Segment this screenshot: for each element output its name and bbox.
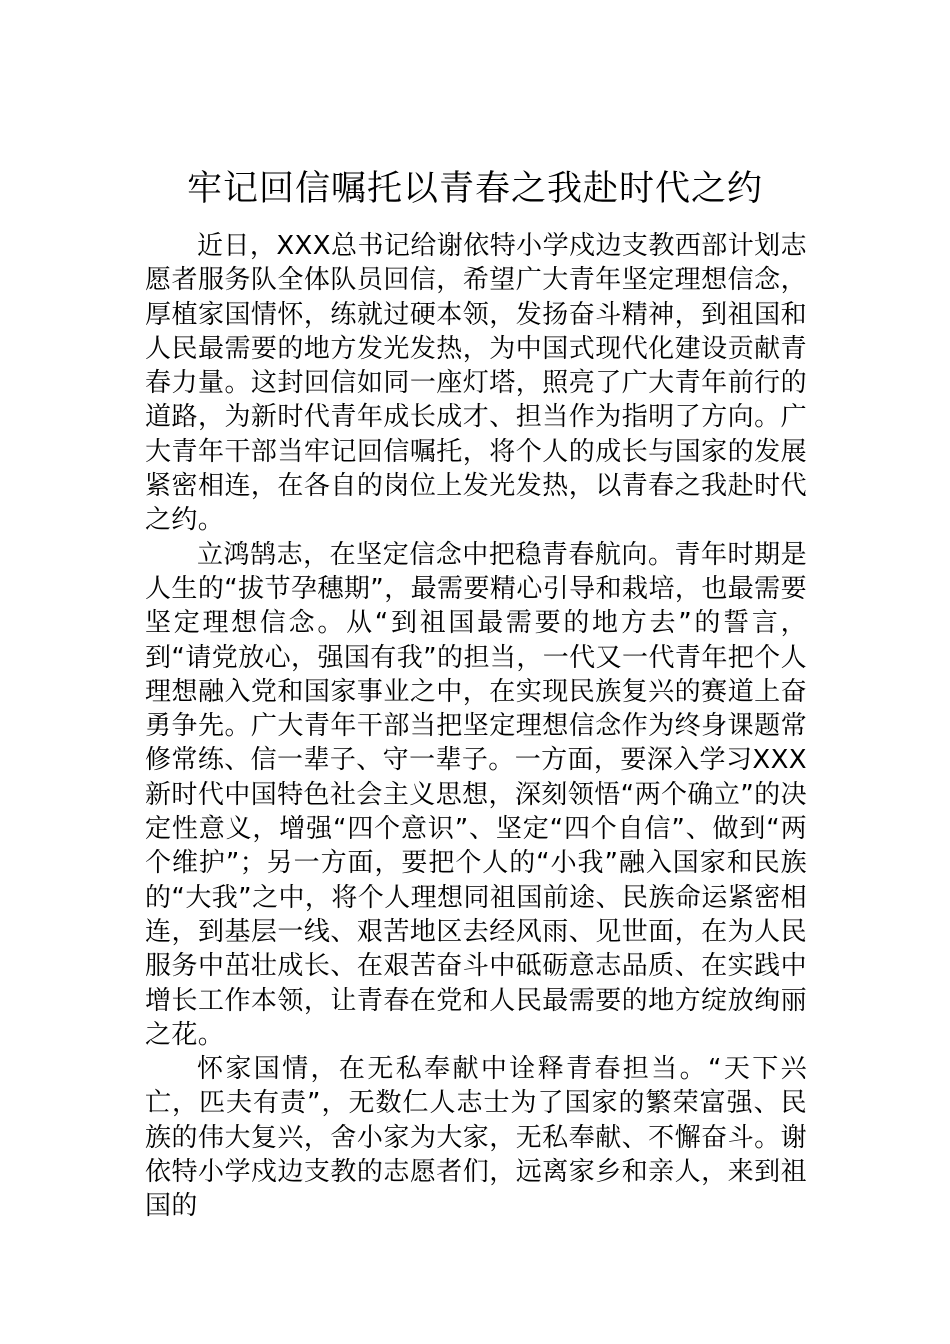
paragraph-ideals: 立鸿鹄志，在坚定信念中把稳青春航向。青年时期是人生的“拔节孕穗期”，最需要精心引导和栽培，也最需要坚定理想信念。从“到祖国最需要的地方去”的誓言，到“请党放心，强国有我”的担当，一代又一代青年把个人理想融入党和国家事业之中，在实现民族复兴的赛道上奋勇争先。广大青年干部当把坚定理想信念作为终身课题常修常练、信一辈子、守一辈子。一方面，要深入学习XXX新时代中国特色社会主义思想，深刻领悟“两个确立”的决定性意义，增强“四个意识”、坚定“四个自信”、做到“两个维护”；另一方面，要把个人的“小我”融入国家和民族的“大我”之中，将个人理想同祖国前途、民族命运紧密相连，到基层一线、艰苦地区去经风雨、见世面，在为人民服务中茁壮成长、在艰苦奋斗中砥砺意志品质、在实践中增长工作本领，让青春在党和人民最需要的地方绽放绚丽之花。 <box>145 539 807 1050</box>
document-body <box>145 229 807 1224</box>
paragraph-patriotism: 怀家国情，在无私奉献中诠释青春担当。“天下兴亡，匹夫有责”，无数仁人志士为了国家的繁荣富强、民族的伟大复兴，舍小家为大家，无私奉献、不懈奋斗。谢依特小学戍边支教的志愿者们，远离家乡和亲人，来到祖国的 <box>145 1054 807 1222</box>
document-title: 牢记回信嘱托以青春之我赴时代之约 <box>186 169 763 209</box>
paragraph-intro: 近日，XXX总书记给谢依特小学戍边支教西部计划志愿者服务队全体队员回信，希望广大青年坚定理想信念，厚植家国情怀，练就过硬本领，发扬奋斗精神，到祖国和人民最需要的地方发光发热，为中国式现代化建设贡献青春力量。这封回信如同一座灯塔，照亮了广大青年前行的道路，为新时代青年成长成才、担当作为指明了方向。广大青年干部当牢记回信嘱托，将个人的成长与国家的发展紧密相连，在各自的岗位上发光发热，以青春之我赴时代之约。 <box>145 231 807 536</box>
